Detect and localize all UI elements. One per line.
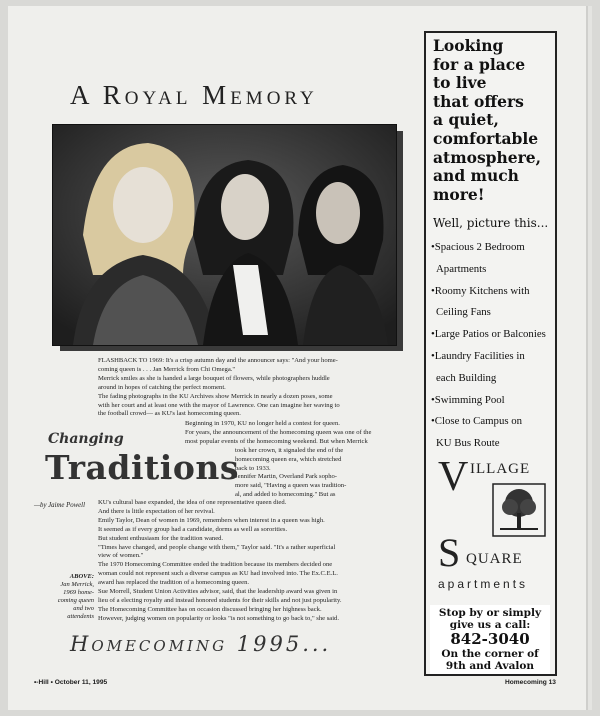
folio-right: Homecoming 13 <box>505 679 556 686</box>
tree-icon <box>492 483 546 537</box>
ad-headline: Looking for a place to live that offers a quiet, comfortable atmosphere, and much more! <box>433 36 542 204</box>
village-square-ad <box>424 31 557 676</box>
article-body-top: FLASHBACK TO 1969: It's a crisp autumn day and the announcer says: "And your home- coming queen is . . . Jan Merrick from Chi Omega." Merrick smiles as she is handed a large bouquet of flowers, while photographers huddle around in hopes of catching the perfect moment. The fading photographs in the KU Archives show Merrick in nearly a dozen poses, some with her court and at least one with the mayor of Lawrence. One can imagine her waving to the football crowd— as KU's last homecoming queen. <box>98 357 340 418</box>
ad-feature: each Building <box>436 371 497 384</box>
photo-three-women <box>53 125 396 345</box>
ad-call-to-action: Stop by or simply give us a call: 842-3040 On the corner of 9th and Avalon <box>430 605 550 674</box>
article-body-bottom: KU's cultural base expanded, the idea of one representative queen died. And there is little expectation of her revival. Emily Taylor, Dean of women in 1969, remembers when interest in a queen was high. It seemed as if every group had a candidate, dorms as well as sororities. But student enthusiasm for the tradition waned. "Times have changed, and people change with them," Taylor said. "It's a rather superficial view of women." The 1970 Homecoming Committee ended the tradition because its members decided one woman could not represent such a diverse campus as KU had involved into. The Ex.C.E.L. award has replaced the tradition of a homecoming queen. Sue Morrell, Student Union Activities advisor, said, that the leadership award was given in lieu of a electing royalty and instead honored students for their skills and not just popularity. The Homecoming Committee has on occasion discussed bringing her highness back. However, judging women on popularity or looks "is not something to go back to," she said. <box>98 499 342 622</box>
ad-feature: •Spacious 2 Bedroom <box>431 241 525 253</box>
article-title: Traditions <box>45 448 239 487</box>
ad-feature: Ceiling Fans <box>436 306 491 319</box>
article-photo <box>52 124 397 346</box>
ad-feature: Apartments <box>436 262 487 275</box>
ad-feature: •Laundry Facilities in <box>431 349 525 362</box>
article-body-mid: Beginning in 1970, KU no longer held a contest for queen. For years, the announcement of the homecoming queen was one of the most popular events of the homecoming weekend. But when Merrick took her crown, it signaled the end of the homecoming queen era, which stretched back to 1933. Jennifer Martin, Overland Park sopho- more said, "Having a queen was tradition- al, and added to homecoming." But as <box>185 420 372 499</box>
ad-feature: •Roomy Kitchens with <box>431 284 530 297</box>
village-square-logo: V ILLAGE S QUARE apartments <box>434 453 546 603</box>
ad-feature: KU Bus Route <box>436 437 500 450</box>
ad-feature: •Swimming Pool <box>431 393 505 406</box>
folio-left: •-Hill • October 11, 1995 <box>34 679 108 686</box>
ad-phone: 842-3040 <box>450 630 530 648</box>
homecoming-banner: Homecoming 1995... <box>70 632 332 656</box>
article-kicker: Changing <box>48 431 124 447</box>
photo-caption: ABOVE: Jan Merrick, 1969 home-coming queen and two attendents <box>57 573 94 620</box>
ad-feature: •Large Patios or Balconies <box>431 328 546 341</box>
ad-subhead: Well, picture this... <box>433 216 549 230</box>
ad-feature: •Close to Campus on <box>431 415 523 428</box>
ad-feature-list <box>431 237 546 455</box>
article-byline: —by Jaime Powell <box>34 502 85 509</box>
article-headline: A Royal Memory <box>70 80 318 110</box>
